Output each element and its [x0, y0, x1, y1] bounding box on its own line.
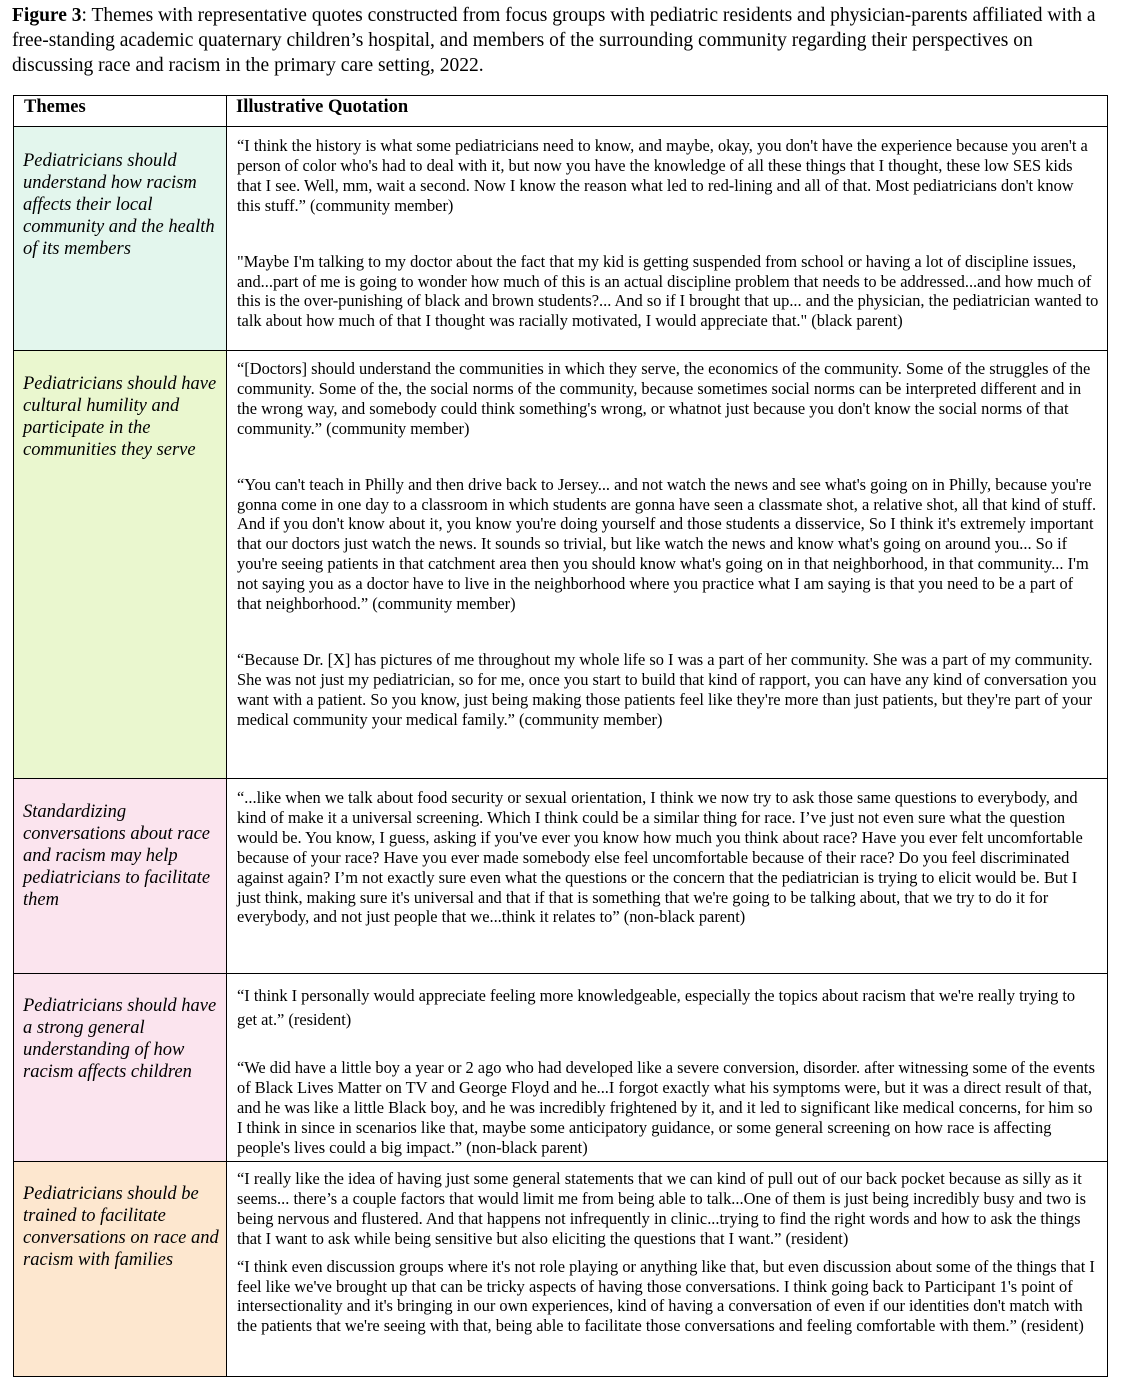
quote-text: “You can't teach in Philly and then drive back to Jersey... and not watch the news and see what's going on in Philly, because you're gonna come in one day to a classroom in which students are gonna have seen a classmate shot, a relative shot, all that kind of stuff. And if you don't know about it, you know you're doing yourself and those students a disservice, So I think it's extremely important that our doctors just watch the news. It sounds so trivial, but like watch the news and know what's going on around you... So if you're seeing patients in that catchment area then you should know what's going on in that neighborhood, in that community... I'm not saying you as a doctor have to live in the neighborhood where you practice what I am saying is that you need to be a part of that neighborhood.” (community member) — [237, 474, 1097, 614]
quote-cell — [227, 779, 1108, 974]
theme-cell — [14, 127, 227, 351]
theme-cell — [14, 1162, 227, 1377]
theme-label: Pediatricians should have a strong general understanding of how racism affects children — [23, 996, 217, 1082]
figure-label: Figure 3 — [12, 5, 82, 26]
quote-cell — [227, 974, 1108, 1162]
header-illustrative-quotation: Illustrative Quotation — [227, 96, 1108, 127]
table-row — [14, 1162, 1108, 1377]
quote-text: "Maybe I'm talking to my doctor about the fact that my kid is getting suspended from school or having a lot of discipline issues, and...part of me is going to wonder how much of this is an actual discipline problem that needs to be addressed...and how much of this is the over-punishing of black and brown students?... And so if I brought that up... and the physician, the pediatrician wanted to talk about how much of that I thought was racially motivated, I would appreciate that." (black parent) — [237, 251, 1099, 331]
figure-caption — [12, 3, 1110, 78]
figure-caption-text: : Themes with representative quotes constructed from focus groups with pediatric residents and physician-parents affiliated with a free-standing academic quaternary children’s hospital, and members of the surrounding community regarding their perspectives on discussing race and racism in the primary care setting, 2022. — [12, 5, 1096, 76]
theme-label: Pediatricians should have cultural humility and participate in the communities they serve — [23, 374, 217, 460]
theme-label: Pediatricians should be trained to facilitate conversations on race and racism with families — [23, 1184, 219, 1270]
quote-text: “I think I personally would appreciate feeling more knowledgeable, especially the topics about racism that we're really trying to get at.” (resident) — [237, 986, 1076, 1029]
theme-cell — [14, 351, 227, 779]
table-row — [14, 351, 1108, 779]
quote-text: “I really like the idea of having just some general statements that we can kind of pull out of our back pocket because as silly as it seems... there’s a couple factors that would limit me from being able to talk...One of them is just being incredibly busy and two is being nervous and flustered. And that happens not infrequently in clinic...trying to find the right words and how to ask the things that I want to ask while being sensitive but also eliciting the questions that I want.” (resident) — [237, 1169, 1086, 1248]
themes-table — [13, 95, 1108, 1377]
table-row — [14, 127, 1108, 351]
quote-text: “[Doctors] should understand the communities in which they serve, the economics of the community. Some of the struggles of the community. Some of the, the social norms of the community, because sometimes social norms can be interpreted different and in the wrong way, and somebody could think something's wrong, or whatnot just because you don't know the social norms of that community.” (community member) — [237, 359, 1091, 438]
quote-text: “...like when we talk about food security or sexual orientation, I think we now try to ask those same questions to everybody, and kind of make it a universal screening. Which I think could be a similar thing for race. I’ve just not even sure what the question would be. You know, I guess, asking if you've ever you know how much you think about race? Have you ever felt uncomfortable because of your race? Have you ever made somebody else feel uncomfortable because of their race? Do you feel discriminated against again? I’m not exactly sure even what the questions or the concern that the pediatrician is trying to elicit would be. But I just think, making sure it's universal and that if that is something that we're going to be talking about, that we try to do it for everybody, and not just people that we...think it relates to” (non-black parent) — [237, 788, 1083, 927]
table-row — [14, 779, 1108, 974]
theme-cell — [14, 779, 227, 974]
quote-text: “Because Dr. [X] has pictures of me throughout my whole life so I was a part of her community. She was a part of my community. She was not just my pediatrician, so for me, once you start to build that kind of rapport, you can have any kind of conversation you want with a patient. So you know, just being making those patients feel like they're more than just patients, but they're part of your medical community your medical family.” (community member) — [237, 649, 1097, 729]
table-header-row — [14, 96, 1108, 127]
header-themes: Themes — [14, 96, 227, 127]
theme-cell — [14, 974, 227, 1162]
quote-cell — [227, 127, 1108, 351]
quote-text: “We did have a little boy a year or 2 ago who had developed like a severe conversion, disorder. after witnessing some of the events of Black Lives Matter on TV and George Floyd and he...I forgot exactly what his symptoms were, but it was a direct result of that, and he was like a little Black boy, and he was incredibly frightened by it, and it led to significant like medical concerns, for him so I think in since in scenarios like that, maybe some anticipatory guidance, or some general screening on how race is affecting people's lives could a big impact.” (non-black parent) — [237, 1058, 1095, 1157]
quote-cell — [227, 1162, 1108, 1377]
theme-label: Pediatricians should understand how racism affects their local community and the health of its members — [23, 151, 215, 259]
quote-text: “I think the history is what some pediatricians need to know, and maybe, okay, you don't have the experience because you aren't a person of color who's had to deal with it, but now you have the knowledge of all these things that I thought, these low SES kids that I see. Well, mm, wait a second. Now I know the reason what led to red-lining and all of that. Most pediatricians don't know this stuff.” (community member) — [237, 136, 1088, 215]
quote-text: “I think even discussion groups where it's not role playing or anything like that, but even discussion about some of the things that I feel like we've brought up that can be tricky aspects of having those conversations. I think going back to Participant 1's point of intersectionality and it's bringing in our own experiences, kind of having a conversation of even if our identities don't match with the patients that we're seeing with that, being able to facilitate those conversations and feeling comfortable with them.” (resident) — [237, 1256, 1095, 1336]
theme-label: Standardizing conversations about race and racism may help pediatricians to facilitate them — [23, 802, 211, 910]
quote-cell — [227, 351, 1108, 779]
table-row — [14, 974, 1108, 1162]
